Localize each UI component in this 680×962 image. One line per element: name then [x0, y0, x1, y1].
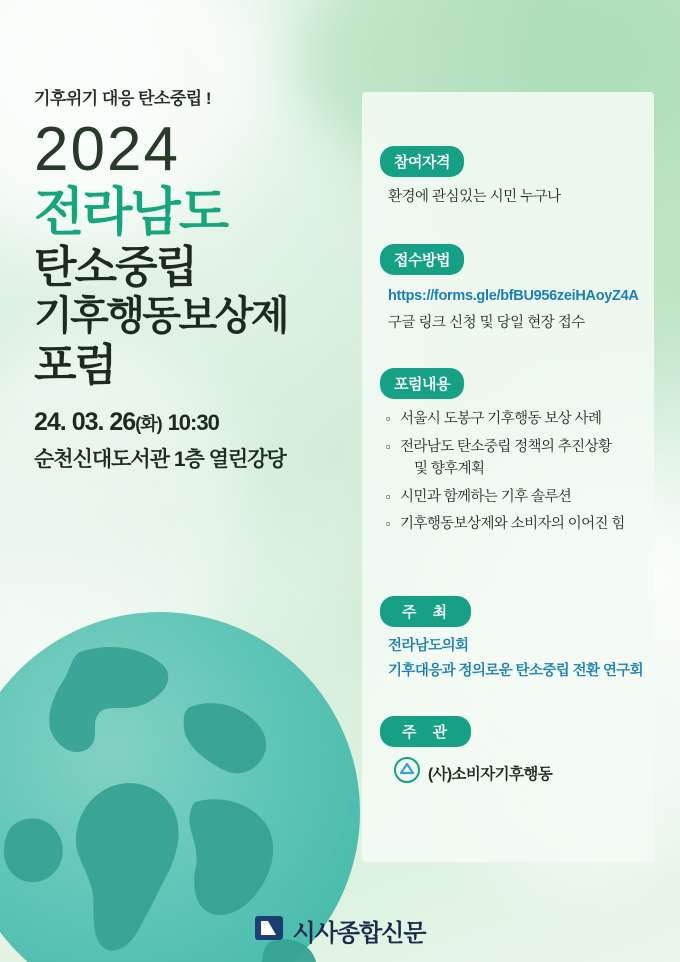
info-panel: [362, 92, 654, 862]
section-eligibility-label: 참여자격: [380, 146, 464, 177]
poster-year: 2024: [34, 115, 180, 184]
list-item: [386, 487, 654, 509]
globe-illustration: [0, 612, 360, 962]
newspaper-logo-icon: [254, 913, 284, 948]
program-item-text: 시민과 함께하는 기후 솔루션: [400, 488, 572, 505]
event-time: 10:30: [167, 410, 219, 436]
host-line-1: 전라남도의회: [388, 638, 469, 655]
section-organizer-label: 주 관: [380, 716, 471, 747]
list-item: [386, 514, 654, 536]
section-program: [380, 368, 654, 536]
organizer-name: (사)소비자기후행동: [428, 765, 553, 783]
program-item-text: 기후행동보상제와 소비자의 이어진 힘: [400, 516, 625, 533]
event-datetime: [34, 408, 364, 437]
poster-headline-block: [34, 84, 364, 473]
section-host: [380, 596, 654, 682]
poster-title-line-1: 전라남도: [34, 184, 227, 242]
registration-link[interactable]: https://forms.gle/bfBU956zeiHAoyZ4A: [388, 288, 639, 305]
section-registration: [380, 244, 654, 334]
section-program-label: 포럼내용: [380, 368, 464, 399]
poster-title-line-4: 포럼: [34, 341, 116, 391]
poster-kicker: 기후위기 대응 탄소중립 !: [34, 89, 212, 108]
recycle-circle-icon: [394, 757, 420, 788]
event-place: 순천신대도서관 1층 열린강당: [34, 448, 286, 472]
footer-publisher-name: 시사종합신문: [292, 920, 426, 947]
host-line-2: 기후대응과 정의로운 탄소중립 전환 연구회: [388, 662, 644, 679]
list-item: [386, 437, 654, 481]
section-host-label: 주 최: [380, 596, 471, 627]
event-date: 24. 03. 26: [34, 408, 136, 437]
section-eligibility-body: 환경에 관심있는 시민 누구나: [388, 189, 561, 205]
list-item: [386, 409, 654, 431]
section-eligibility: [380, 146, 654, 208]
program-item-text: 서울시 도봉구 기후행동 보상 사례: [400, 411, 602, 428]
section-registration-label: 접수방법: [380, 244, 464, 275]
program-item-list: [386, 409, 654, 536]
registration-note: 구글 링크 신청 및 당일 현장 접수: [388, 314, 585, 331]
event-day: (화): [135, 414, 162, 435]
footer-logo-block: [0, 913, 680, 948]
program-item-subtext: 및 향후계획: [414, 460, 485, 477]
poster-title-line-2: 탄소중립: [34, 243, 197, 293]
poster-title-line-3: 기후행동보상제: [34, 294, 287, 339]
section-organizer: [380, 716, 654, 788]
program-item-text: 전라남도 탄소중립 정책의 추진상황: [400, 439, 612, 456]
